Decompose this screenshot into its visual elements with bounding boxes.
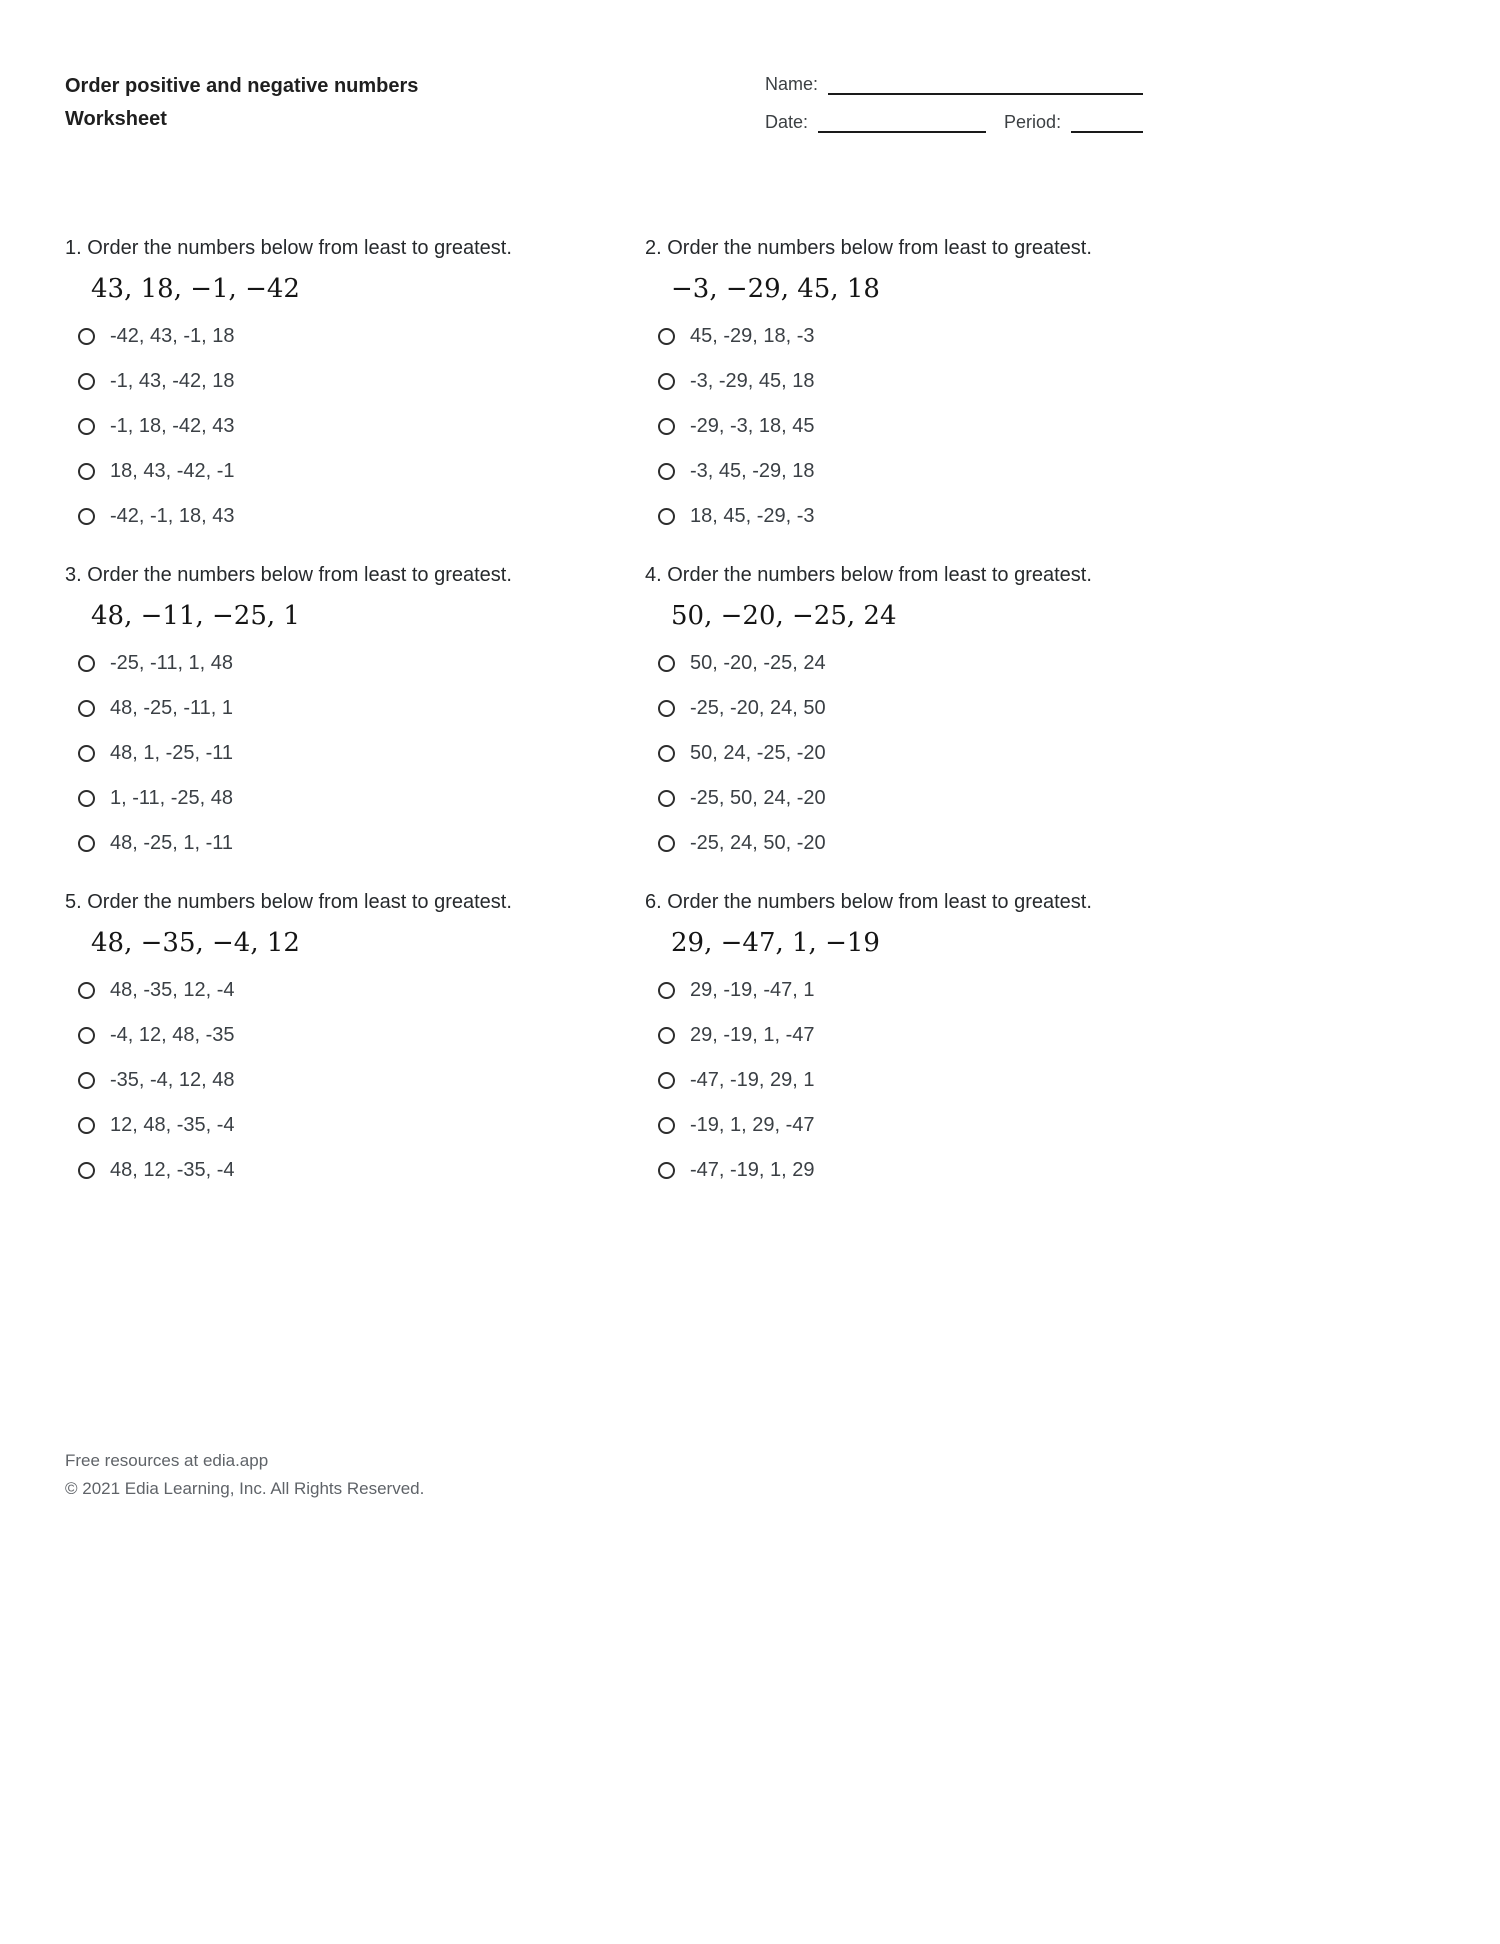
- radio-button-icon[interactable]: [78, 508, 95, 525]
- answer-option[interactable]: [78, 1058, 563, 1103]
- student-fields: [765, 70, 1143, 150]
- answer-option[interactable]: [78, 314, 563, 359]
- question-3: [65, 563, 563, 866]
- answer-option[interactable]: [658, 776, 1143, 821]
- page-content: [65, 70, 1143, 1193]
- question-1: [65, 236, 563, 539]
- answer-option[interactable]: [78, 1103, 563, 1148]
- answer-option-label: -25, 24, 50, -20: [690, 832, 826, 854]
- answer-option[interactable]: [658, 1013, 1143, 1058]
- radio-button-icon[interactable]: [78, 418, 95, 435]
- radio-button-icon[interactable]: [658, 1162, 675, 1179]
- footer: [65, 1447, 424, 1503]
- question-4: [645, 563, 1143, 866]
- answer-option-label: -25, 50, 24, -20: [690, 787, 826, 809]
- answer-option-label: 29, -19, -47, 1: [690, 979, 815, 1001]
- question-expression: 50, −20, −25, 24: [671, 601, 897, 631]
- question-6: [645, 890, 1143, 1193]
- header: [65, 70, 1143, 150]
- question-prompt: [65, 563, 563, 587]
- radio-button-icon[interactable]: [658, 700, 675, 717]
- answer-option[interactable]: [658, 449, 1143, 494]
- answer-options: [645, 641, 1143, 866]
- question-prompt: [645, 236, 1143, 260]
- question-prompt: [65, 236, 563, 260]
- radio-button-icon[interactable]: [658, 745, 675, 762]
- radio-button-icon[interactable]: [78, 373, 95, 390]
- answer-option-label: 50, 24, -25, -20: [690, 742, 826, 764]
- question-prompt-text: Order the numbers below from least to greatest.: [87, 891, 512, 913]
- radio-button-icon[interactable]: [658, 508, 675, 525]
- radio-button-icon[interactable]: [78, 463, 95, 480]
- answer-option-label: 1, -11, -25, 48: [110, 787, 234, 809]
- question-prompt: [65, 890, 563, 914]
- question-2: [645, 236, 1143, 539]
- answer-option[interactable]: [658, 821, 1143, 866]
- answer-option-label: -42, -1, 18, 43: [110, 505, 235, 527]
- worksheet-title-line1: Order positive and negative numbers: [65, 75, 419, 97]
- answer-option[interactable]: [78, 404, 563, 449]
- radio-button-icon[interactable]: [658, 835, 675, 852]
- worksheet-title-line2: Worksheet: [65, 108, 167, 130]
- footer-resources-text: Free resources at edia.app: [65, 1451, 269, 1470]
- radio-button-icon[interactable]: [78, 982, 95, 999]
- period-label: Period:: [1004, 112, 1062, 132]
- answer-option-label: 48, -25, -11, 1: [110, 697, 234, 719]
- radio-button-icon[interactable]: [658, 982, 675, 999]
- radio-button-icon[interactable]: [658, 655, 675, 672]
- answer-option-label: -3, -29, 45, 18: [690, 370, 815, 392]
- answer-option-label: -47, -19, 1, 29: [690, 1159, 815, 1181]
- answer-option[interactable]: [78, 494, 563, 539]
- question-prompt-text: Order the numbers below from least to greatest.: [667, 564, 1092, 586]
- answer-option[interactable]: [658, 359, 1143, 404]
- answer-option-label: -29, -3, 18, 45: [690, 415, 815, 437]
- radio-button-icon[interactable]: [78, 835, 95, 852]
- answer-option[interactable]: [658, 1103, 1143, 1148]
- answer-option-label: 50, -20, -25, 24: [690, 652, 826, 674]
- radio-button-icon[interactable]: [658, 373, 675, 390]
- answer-option[interactable]: [658, 404, 1143, 449]
- radio-button-icon[interactable]: [78, 790, 95, 807]
- radio-button-icon[interactable]: [658, 1027, 675, 1044]
- question-prompt: [645, 563, 1143, 587]
- answer-option-label: -42, 43, -1, 18: [110, 325, 235, 347]
- answer-options: [645, 968, 1143, 1193]
- answer-option-label: -35, -4, 12, 48: [110, 1069, 235, 1091]
- answer-option[interactable]: [658, 686, 1143, 731]
- radio-button-icon[interactable]: [78, 1162, 95, 1179]
- answer-option[interactable]: [78, 449, 563, 494]
- answer-option-label: 48, 12, -35, -4: [110, 1159, 235, 1181]
- radio-button-icon[interactable]: [658, 1072, 675, 1089]
- questions-grid: [65, 236, 1143, 1193]
- answer-option-label: 18, 45, -29, -3: [690, 505, 815, 527]
- answer-options: [645, 314, 1143, 539]
- answer-option[interactable]: [658, 641, 1143, 686]
- answer-option-label: -19, 1, 29, -47: [690, 1114, 815, 1136]
- period-blank-line: [1071, 114, 1143, 133]
- name-field-row: [765, 74, 1143, 95]
- question-number: 3.: [65, 564, 82, 586]
- answer-option-label: 12, 48, -35, -4: [110, 1114, 235, 1136]
- date-label: Date:: [765, 112, 809, 132]
- question-prompt: [645, 890, 1143, 914]
- question-expression: 48, −11, −25, 1: [91, 601, 300, 631]
- question-number: 5.: [65, 891, 82, 913]
- answer-option-label: 29, -19, 1, -47: [690, 1024, 815, 1046]
- name-blank-line: [828, 76, 1143, 95]
- answer-option-label: -3, 45, -29, 18: [690, 460, 815, 482]
- answer-option-label: 18, 43, -42, -1: [110, 460, 235, 482]
- answer-option[interactable]: [78, 359, 563, 404]
- answer-option[interactable]: [78, 686, 563, 731]
- question-number: 6.: [645, 891, 662, 913]
- question-expression: 29, −47, 1, −19: [671, 928, 880, 958]
- radio-button-icon[interactable]: [78, 1072, 95, 1089]
- radio-button-icon[interactable]: [658, 328, 675, 345]
- question-expression: 43, 18, −1, −42: [91, 274, 300, 304]
- radio-button-icon[interactable]: [658, 418, 675, 435]
- question-prompt-text: Order the numbers below from least to greatest.: [87, 564, 512, 586]
- answer-option[interactable]: [78, 776, 563, 821]
- answer-option[interactable]: [78, 731, 563, 776]
- question-number: 1.: [65, 237, 82, 259]
- radio-button-icon[interactable]: [78, 745, 95, 762]
- answer-option[interactable]: [658, 968, 1143, 1013]
- answer-option[interactable]: [78, 821, 563, 866]
- question-prompt-text: Order the numbers below from least to greatest.: [667, 237, 1092, 259]
- answer-option-label: -1, 43, -42, 18: [110, 370, 235, 392]
- question-prompt-text: Order the numbers below from least to greatest.: [667, 891, 1092, 913]
- date-period-field-row: [765, 112, 1143, 133]
- date-blank-line: [818, 114, 986, 133]
- radio-button-icon[interactable]: [658, 1117, 675, 1134]
- answer-option-label: 45, -29, 18, -3: [690, 325, 815, 347]
- answer-option-label: 48, 1, -25, -11: [110, 742, 234, 764]
- answer-option-label: 48, -35, 12, -4: [110, 979, 235, 1001]
- radio-button-icon[interactable]: [658, 790, 675, 807]
- answer-option[interactable]: [658, 1148, 1143, 1193]
- answer-option[interactable]: [78, 641, 563, 686]
- radio-button-icon[interactable]: [78, 328, 95, 345]
- answer-option[interactable]: [658, 314, 1143, 359]
- radio-button-icon[interactable]: [78, 1117, 95, 1134]
- answer-options: [65, 968, 563, 1193]
- answer-option[interactable]: [78, 1013, 563, 1058]
- radio-button-icon[interactable]: [78, 700, 95, 717]
- question-expression: −3, −29, 45, 18: [671, 274, 880, 304]
- question-number: 2.: [645, 237, 662, 259]
- radio-button-icon[interactable]: [658, 463, 675, 480]
- answer-option-label: -4, 12, 48, -35: [110, 1024, 235, 1046]
- radio-button-icon[interactable]: [78, 1027, 95, 1044]
- worksheet-title: [65, 70, 418, 136]
- answer-option-label: -25, -11, 1, 48: [110, 652, 234, 674]
- answer-option[interactable]: [78, 1148, 563, 1193]
- answer-option[interactable]: [658, 494, 1143, 539]
- radio-button-icon[interactable]: [78, 655, 95, 672]
- question-expression: 48, −35, −4, 12: [91, 928, 300, 958]
- footer-copyright-text: © 2021 Edia Learning, Inc. All Rights Reserved.: [65, 1479, 425, 1498]
- answer-option-label: -1, 18, -42, 43: [110, 415, 235, 437]
- answer-options: [65, 314, 563, 539]
- answer-option[interactable]: [658, 1058, 1143, 1103]
- answer-option-label: -25, -20, 24, 50: [690, 697, 826, 719]
- answer-option[interactable]: [78, 968, 563, 1013]
- question-prompt-text: Order the numbers below from least to greatest.: [87, 237, 512, 259]
- name-label: Name:: [765, 74, 819, 94]
- question-5: [65, 890, 563, 1193]
- answer-option-label: -47, -19, 29, 1: [690, 1069, 815, 1091]
- answer-option[interactable]: [658, 731, 1143, 776]
- answer-options: [65, 641, 563, 866]
- question-number: 4.: [645, 564, 662, 586]
- answer-option-label: 48, -25, 1, -11: [110, 832, 234, 854]
